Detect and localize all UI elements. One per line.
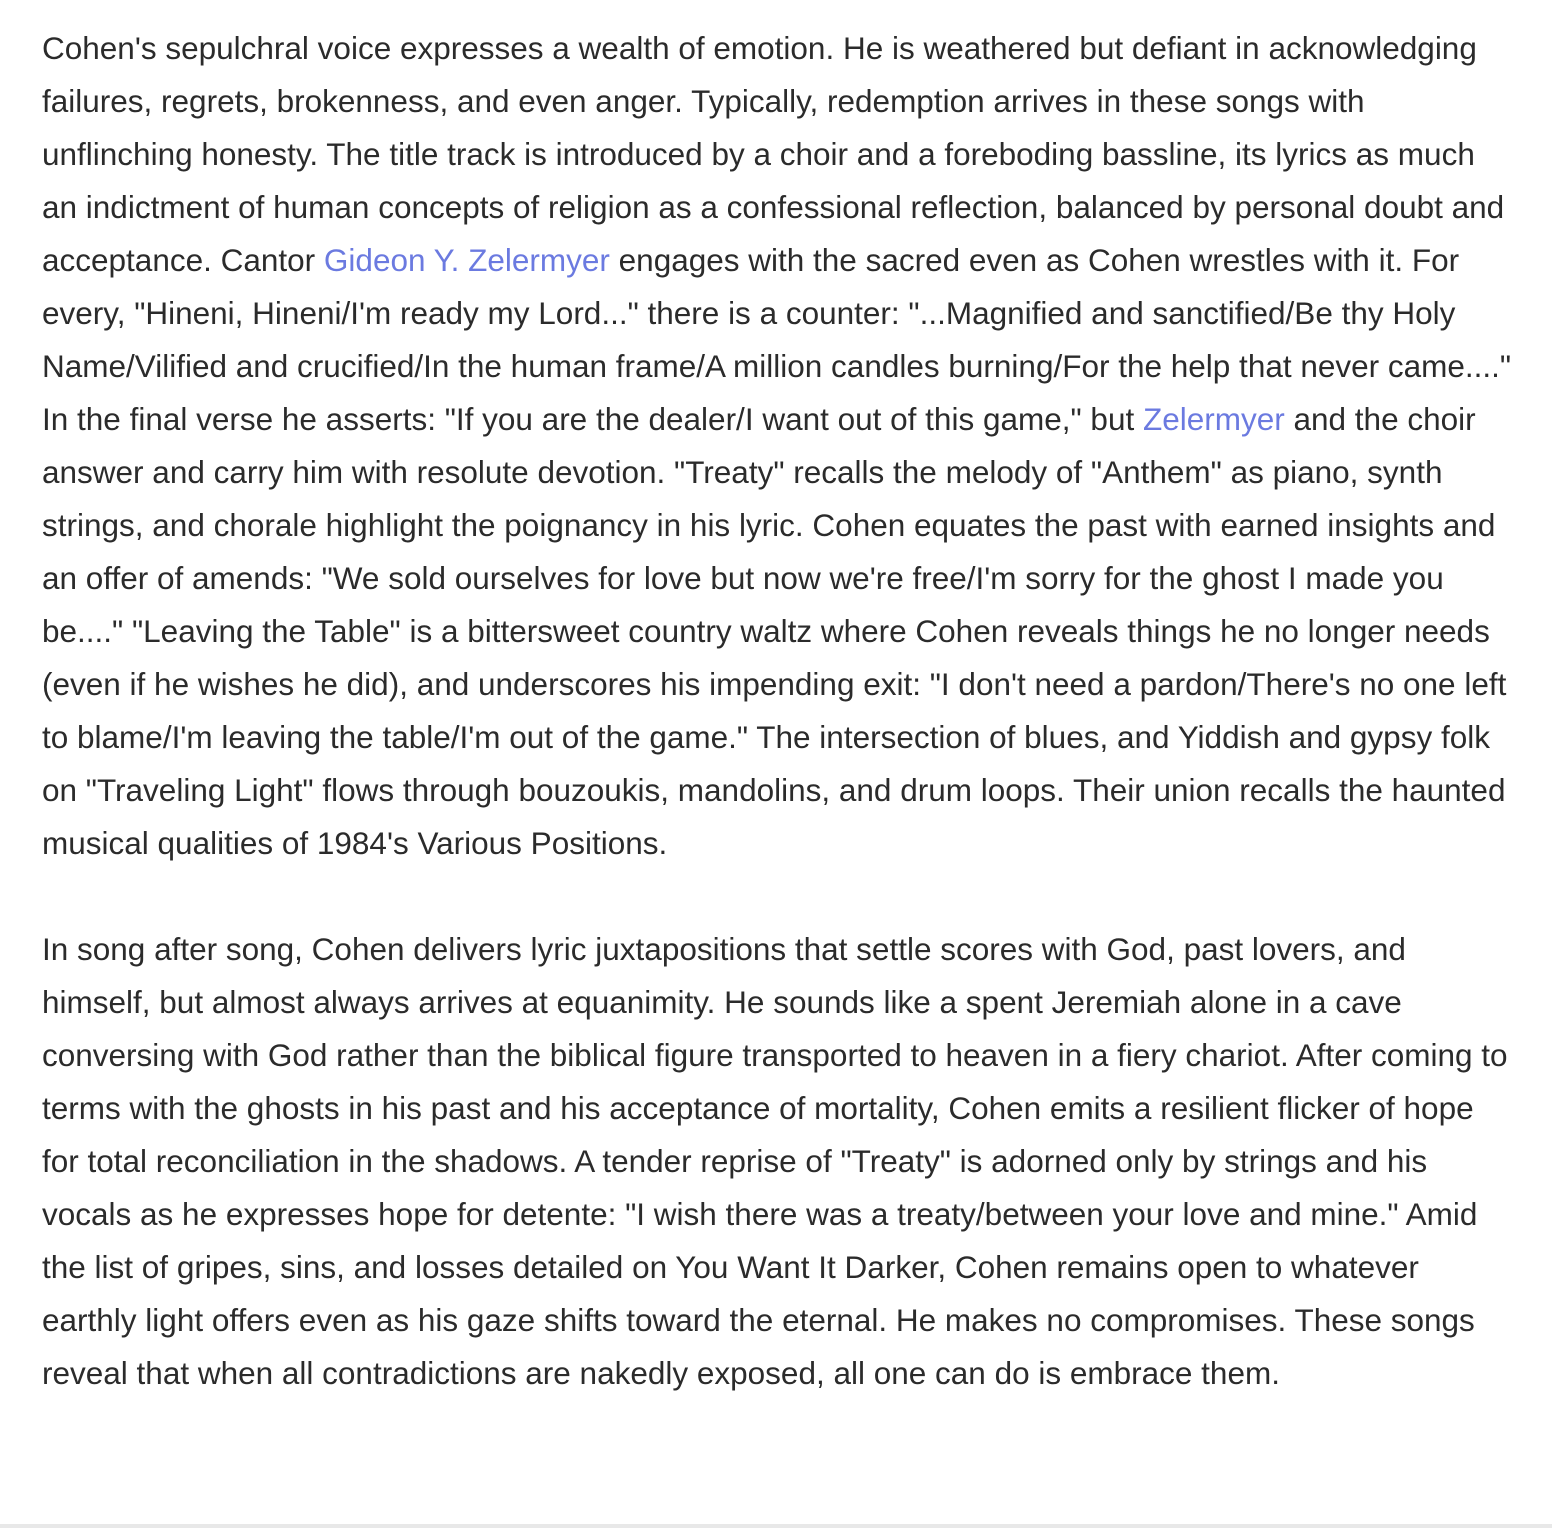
bottom-divider bbox=[0, 1524, 1552, 1528]
review-paragraph-2: In song after song, Cohen delivers lyric juxtapositions that settle scores with God, past lovers, and himself, but almost always arrives at equanimity. He sounds like a spent Jeremiah alone in a cave conversing with God rather than the biblical figure transported to heaven in a fiery chariot. After coming to terms with the ghosts in his past and his acceptance of mortality, Cohen emits a resilient flicker of hope for total reconciliation in the shadows. A tender reprise of "Treaty" is adorned only by strings and his vocals as he expresses hope for detente: "I wish there was a treaty/between your love and mine." Amid the list of gripes, sins, and losses detailed on You Want It Darker, Cohen remains open to whatever earthly light offers even as his gaze shifts toward the eternal. He makes no compromises. These songs reveal that when all contradictions are nakedly exposed, all one can do is embrace them. bbox=[42, 931, 1508, 1391]
paragraph-1-text-part-1: Cohen's sepulchral voice expresses a wealth of emotion. He is weathered but defiant in acknowledging failures, regrets, brokenness, and even anger. Typically, redemption arrives in these songs with unflinching honesty. The title track is introduced by a choir and a foreboding bassline, its lyrics as much an indictment of human concepts of religion as a confessional reflection, balanced by personal doubt and acceptance. Cantor bbox=[42, 30, 1505, 278]
paragraph-1-text-part-2: engages with the sacred even as Cohen wrestles with it. For every, "Hineni, Hineni/I'm ready my Lord..." there is a counter: "...Magnified and sanctified/Be thy Holy Name/Vilified and crucified/In the human frame/A million candles burning/For the help that never came...." In the final verse he asserts: "If you are the dealer/I want out of this game," but bbox=[42, 242, 1512, 437]
gideon-zelermyer-link[interactable]: Gideon Y. Zelermyer bbox=[323, 242, 610, 278]
article-body bbox=[42, 22, 1512, 1400]
zelermyer-link[interactable]: Zelermyer bbox=[1142, 401, 1285, 437]
review-paragraph-1 bbox=[42, 22, 1512, 870]
paragraph-1-text-part-3: and the choir answer and carry him with resolute devotion. "Treaty" recalls the melody of "Anthem" as piano, synth strings, and chorale highlight the poignancy in his lyric. Cohen equates the past with earned insights and an offer of amends: "We sold ourselves for love but now we're free/I'm sorry for the ghost I made you be...." "Leaving the Table" is a bittersweet country waltz where Cohen reveals things he no longer needs (even if he wishes he did), and underscores his impending exit: "I don't need a pardon/There's no one left to blame/I'm leaving the table/I'm out of the game." The intersection of blues, and Yiddish and gypsy folk on "Traveling Light" flows through bouzoukis, mandolins, and drum loops. Their union recalls the haunted musical qualities of 1984's Various Positions. bbox=[42, 401, 1507, 861]
